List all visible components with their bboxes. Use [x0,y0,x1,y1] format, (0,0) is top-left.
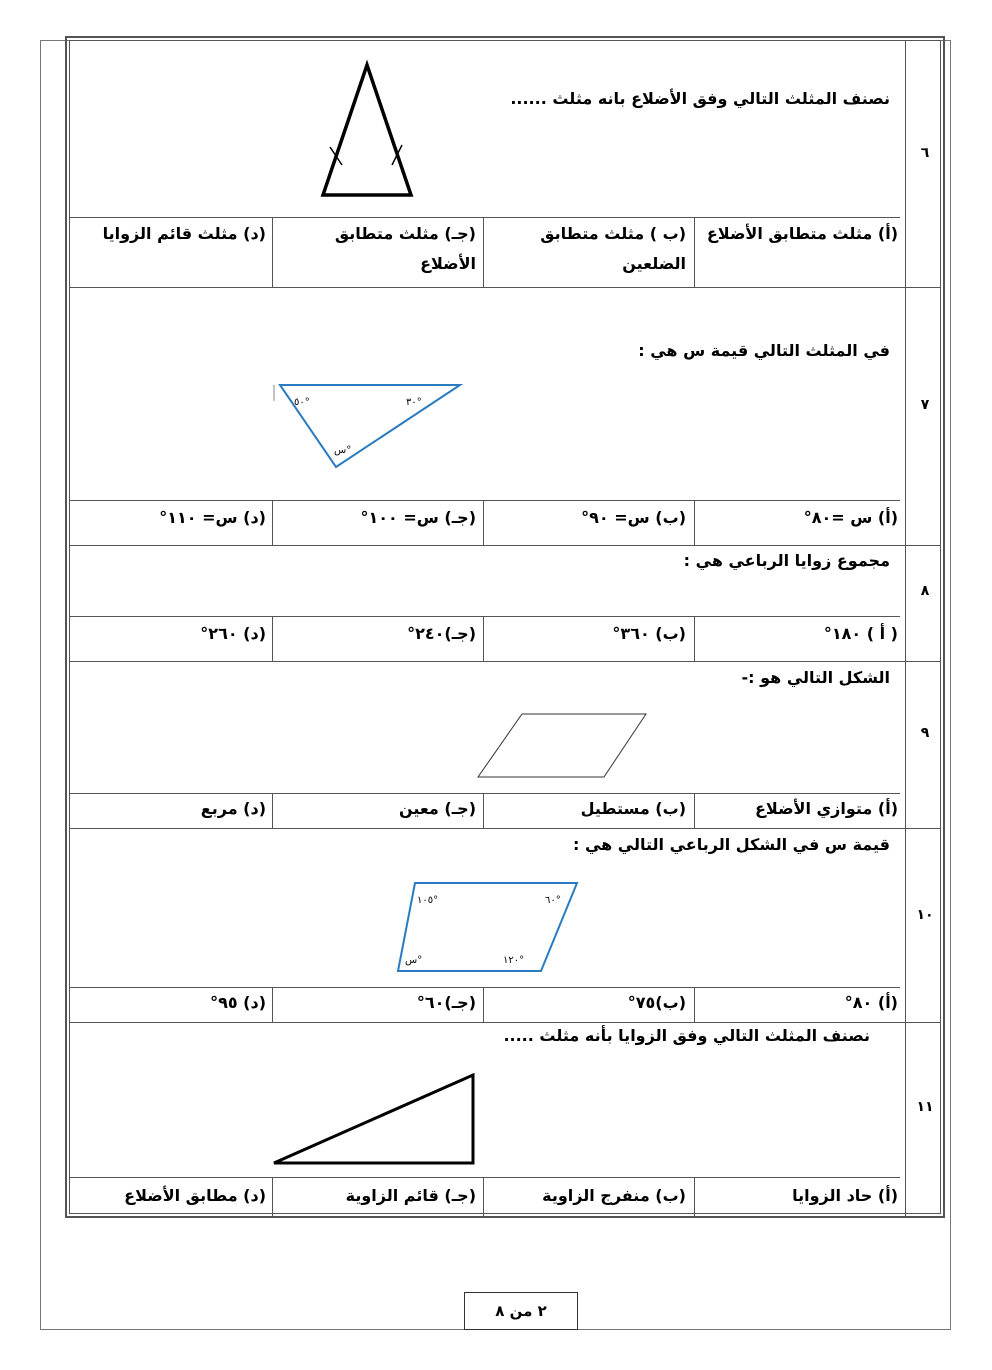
option-b[interactable]: (ب) س= ٩٠° [581,508,686,527]
question-number: ١١ [916,1099,934,1115]
option-c[interactable]: (جـ)٦٠° [416,993,476,1012]
option-divider [694,793,695,828]
option-divider [483,217,484,287]
option-a[interactable]: (أ) مثلث متطابق الأضلاع [706,224,898,243]
quadrilateral-angles-figure [395,879,585,979]
option-a[interactable]: (أ) حاد الزوايا [792,1186,898,1205]
option-divider [272,217,273,287]
angle-label-60: ٦٠° [545,895,561,906]
angle-label-x: س° [334,445,352,456]
angle-label-120: ١٢٠° [503,955,525,966]
parallelogram-figure [474,711,654,781]
number-column-divider [905,41,906,1217]
option-a[interactable]: (أ) ٨٠° [844,993,898,1012]
angle-label-105: ١٠٥° [417,895,439,906]
option-divider [483,500,484,545]
right-triangle-figure [270,1071,480,1171]
question-number: ١٠ [916,907,934,923]
row-divider [70,661,940,662]
question-number: ٩ [920,725,930,741]
option-a[interactable]: ( أ ) ١٨٠° [823,624,898,643]
option-divider [694,217,695,287]
questions-table-inner [69,40,941,1214]
option-divider [694,500,695,545]
option-divider [272,616,273,661]
option-b[interactable]: (ب) ٣٦٠° [612,624,686,643]
question-text: قيمة س في الشكل الرباعي التالي هي : [572,835,890,854]
row-divider [70,500,900,501]
option-divider [694,616,695,661]
question-number: ٦ [920,145,930,161]
questions-table [65,36,945,1218]
option-d[interactable]: (د) مطابق الأضلاع [124,1186,266,1205]
row-divider [70,545,940,546]
question-number: ٧ [920,397,930,413]
option-b[interactable]: (ب ) مثلث متطابق الضلعين [540,224,686,273]
row-divider [70,828,940,829]
option-c[interactable]: (جـ) قائم الزاوية [345,1186,476,1205]
row-divider [70,1177,900,1178]
triangle-angles-figure [270,379,470,479]
option-a[interactable]: (أ) س =٨٠° [803,508,898,527]
option-d[interactable]: (د) مثلث قائم الزوايا [102,224,266,243]
option-a[interactable]: (أ) متوازي الأضلاع [754,799,898,818]
row-divider [70,287,940,288]
row-divider [70,616,900,617]
question-text: الشكل التالي هو :- [741,668,890,687]
option-c[interactable]: (جـ) معين [398,799,476,818]
option-c[interactable]: (جـ)٢٤٠° [407,624,476,643]
option-divider [272,793,273,828]
row-divider [70,1022,940,1023]
option-divider [483,987,484,1022]
option-divider [272,1177,273,1217]
question-text: نصنف المثلث التالي وفق الزوايا بأنه مثلث ..... [503,1026,870,1045]
option-c[interactable]: (جـ) س= ١٠٠° [360,508,476,527]
question-text: مجموع زوايا الرباعي هي : [683,551,890,570]
angle-label-30: ٣٠° [406,397,422,408]
page-number: ٢ من ٨ [464,1292,578,1330]
option-divider [272,987,273,1022]
question-text: في المثلث التالي قيمة س هي : [638,341,890,360]
option-divider [483,1177,484,1217]
option-b[interactable]: (ب) مستطيل [580,799,686,818]
option-d[interactable]: (د) س= ١١٠° [159,508,266,527]
option-d[interactable]: (د) ٢٦٠° [200,624,266,643]
question-text: نصنف المثلث التالي وفق الأضلاع بانه مثلث ...... [510,89,890,108]
option-divider [272,500,273,545]
option-d[interactable]: (د) ٩٥° [210,993,266,1012]
option-divider [483,793,484,828]
option-c[interactable]: (جـ) مثلث متطابق الأضلاع [334,224,476,273]
option-divider [694,1177,695,1217]
angle-label-50: ٥٠° [294,397,310,408]
option-b[interactable]: (ب) منفرج الزاوية [542,1186,686,1205]
row-divider [70,217,900,218]
angle-label-x: س° [405,955,423,966]
option-divider [694,987,695,1022]
option-divider [483,616,484,661]
option-b[interactable]: (ب)٧٥° [627,993,686,1012]
option-d[interactable]: (د) مربع [200,799,266,818]
isosceles-triangle-figure [310,61,430,211]
question-number: ٨ [920,583,930,599]
